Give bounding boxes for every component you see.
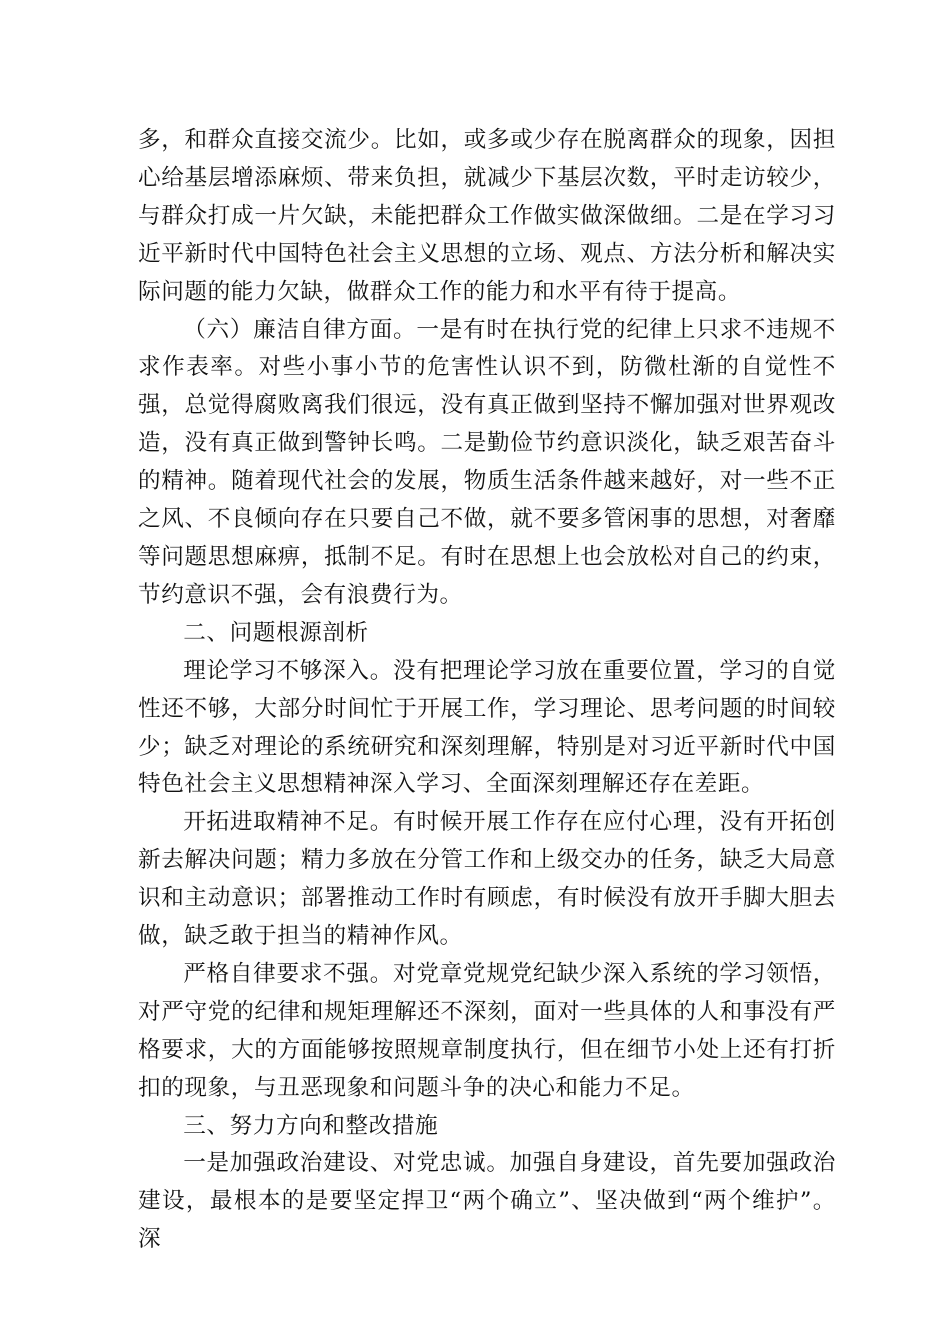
paragraph-strict-self-discipline: 严格自律要求不强。对党章党规党纪缺少深入系统的学习领悟，对严守党的纪律和规矩理解还不深刻，面对一些具体的人和事没有严格要求，大的方面能够按照规章制度执行，但在细节小处上还有打折扣的现象，与丑恶现象和问题斗争的决心和能力不足。: [138, 960, 836, 1101]
section-heading-rectification-measures: 三、努力方向和整改措施: [183, 1112, 439, 1139]
paragraph-theory-study: 理论学习不够深入。没有把理论学习放在重要位置，学习的自觉性还不够，大部分时间忙于开展工作，学习理论、思考问题的时间较少；缺乏对理论的系统研究和深刻理解，特别是对习近平新时代中国特色社会主义思想精神深入学习、全面深刻理解还存在差距。: [138, 657, 836, 798]
paragraph-pioneering-spirit: 开拓进取精神不足。有时候开展工作存在应付心理，没有开拓创新去解决问题；精力多放在分管工作和上级交办的任务，缺乏大局意识和主动意识；部署推动工作时有顾虑，有时候没有放开手脚大胆去做，缺乏敢于担当的精神作风。: [138, 809, 836, 950]
paragraph-integrity-self-discipline: （六）廉洁自律方面。一是有时在执行党的纪律上只求不违规不求作表率。对些小事小节的危害性认识不到，防微杜渐的自觉性不强，总觉得腐败离我们很远，没有真正做到坚持不懈加强对世界观改造，没有真正做到警钟长鸣。二是勤俭节约意识淡化，缺乏艰苦奋斗的精神。随着现代社会的发展，物质生活条件越来越好，对一些不正之风、不良倾向存在只要自己不做，就不要多管闲事的思想，对奢靡等问题思想麻痹，抵制不足。有时在思想上也会放松对自己的约束，节约意识不强，会有浪费行为。: [138, 316, 836, 608]
paragraph-political-construction: 一是加强政治建设、对党忠诚。加强自身建设，首先要加强政治建设，最根本的是要坚定捍卫“两个确立”、坚决做到“两个维护”。深: [138, 1150, 836, 1253]
document-page: [138, 122, 836, 1259]
section-heading-root-cause-analysis: 二、问题根源剖析: [183, 619, 369, 646]
paragraph-continuation-mass-work: 多，和群众直接交流少。比如，或多或少存在脱离群众的现象，因担心给基层增添麻烦、带来负担，就减少下基层次数，平时走访较少，与群众打成一片欠缺，未能把群众工作做实做深做细。二是在学习习近平新时代中国特色社会主义思想的立场、观点、方法分析和解决实际问题的能力欠缺，做群众工作的能力和水平有待于提高。: [138, 127, 836, 305]
